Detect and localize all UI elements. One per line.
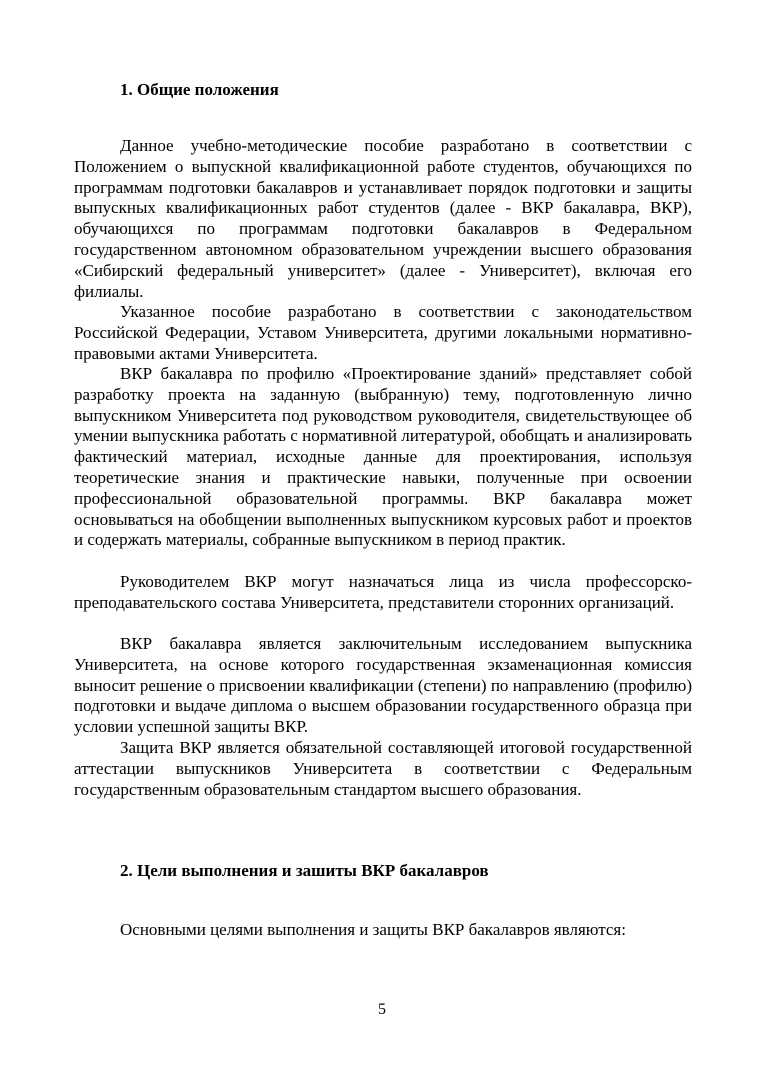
section-1-heading: 1. Общие положения	[120, 80, 279, 99]
section-2-heading: 2. Цели выполнения и зашиты ВКР бакалавров	[120, 861, 489, 880]
paragraph-5: ВКР бакалавра является заключительным исследованием выпускника Университета, на основе которого государственная экзаменационная комиссия выносит решение о присвоении квалификации (степени) по направлению (профилю) подготовки и выдаче диплома о высшем образовании государственного образца при условии успешной защиты ВКР.	[74, 634, 692, 737]
paragraph-6: Защита ВКР является обязательной составляющей итоговой государственной аттестации выпускников Университета в соответствии с Федеральным государственным образовательным стандартом высшего образования.	[74, 738, 692, 799]
page-number: 5	[378, 1001, 386, 1018]
paragraph-3: ВКР бакалавра по профилю «Проектирование зданий» представляет собой разработку проекта на заданную (выбранную) тему, подготовленную лично выпускником Университета под руководством руководителя, свидетельствующее об умении выпускника работать с нормативной литературой, обобщать и анализировать фактический материал, исходные данные для проектирования, используя теоретические знания и практические навыки, полученные при освоении профессиональной образовательной программы. ВКР бакалавра может основываться на обобщении выполненных выпускником курсовых работ и проектов и содержать материалы, собранные выпускником в период практик.	[74, 364, 692, 550]
paragraph-1: Данное учебно-методические пособие разработано в соответствии с Положением о выпускной квалификационной работе студентов, обучающихся по программам подготовки бакалавров и устанавливает порядок подготовки и защиты выпускных квалификационных работ студентов (далее - ВКР бакалавра, ВКР), обучающихся по программам подготовки бакалавров в Федеральном государственном автономном образовательном учреждении высшего образования «Сибирский федеральный университет» (далее - Университет), включая его филиалы.	[74, 136, 692, 301]
paragraph-2: Указанное пособие разработано в соответствии с законодательством Российской Федерации, Уставом Университета, другими локальными нормативно-правовыми актами Университета.	[74, 302, 692, 363]
paragraph-4: Руководителем ВКР могут назначаться лица из числа профессорско-преподавательского состава Университета, представители сторонних организаций.	[74, 572, 692, 612]
section-2-intro: Основными целями выполнения и защиты ВКР бакалавров являются:	[120, 920, 626, 939]
